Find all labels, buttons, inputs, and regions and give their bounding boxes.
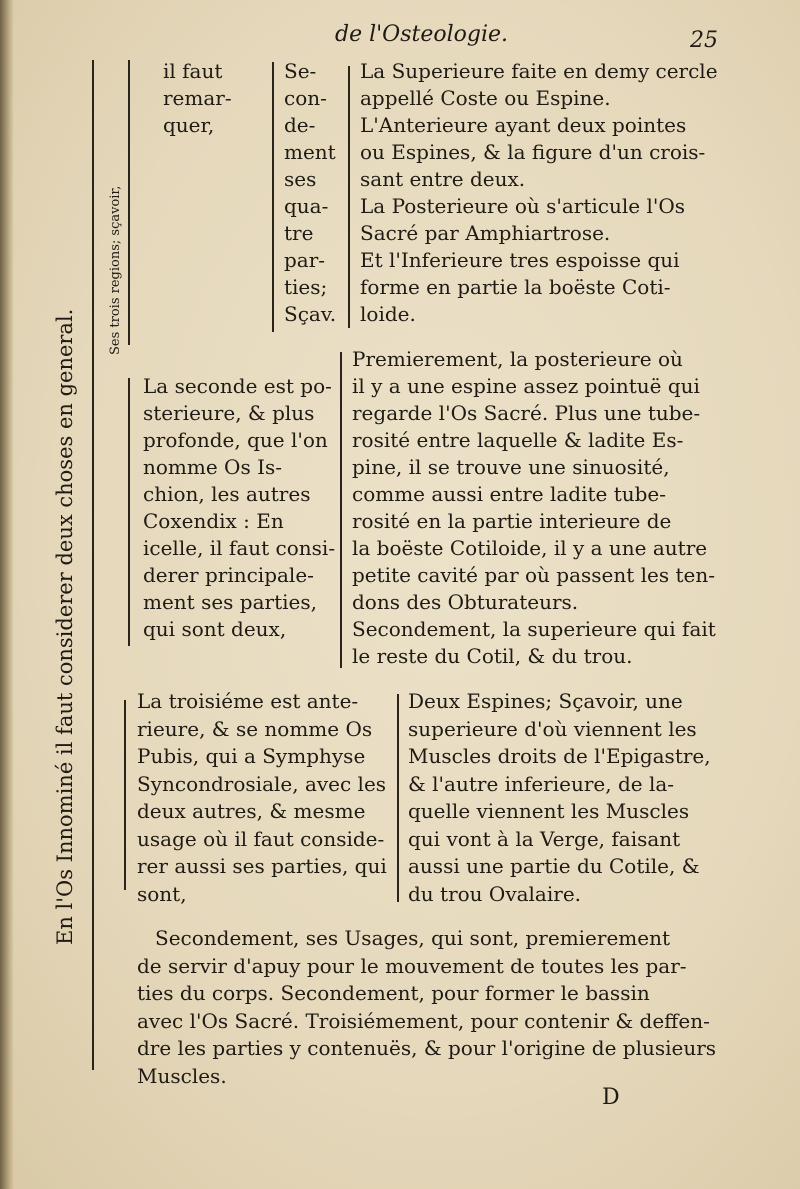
text-line: forme en partie la boëste Coti- (360, 275, 671, 299)
text-line: deux autres, & mesme (137, 799, 366, 823)
text-line: La Posterieure où s'articule l'Os (360, 194, 685, 218)
inner-bracket-line (128, 60, 130, 345)
text-line: pine, il se trouve une sinuosité, (352, 455, 670, 479)
text-line: dre les parties y contenuës, & pour l'origine de plusieurs (137, 1036, 717, 1060)
text-line: petite cavité par où passent les ten- (352, 563, 716, 587)
text-line: Deux Espines; Sçavoir, une (408, 689, 683, 713)
block2-left (143, 373, 335, 643)
text-line: sant entre deux. (360, 167, 526, 191)
text-line: ties du corps. Secondement, pour former le bassin (137, 981, 650, 1005)
block3-bracket-right (397, 694, 399, 902)
text-line: par- (284, 248, 326, 272)
text-line: Secondement, la superieure qui fait (352, 617, 716, 641)
text-line: de- (284, 113, 316, 137)
text-line: il y a une espine assez pointuë qui (352, 374, 700, 398)
text-line: qua- (284, 194, 329, 218)
text-line: Premierement, la posterieure où (352, 347, 683, 371)
block3-right (408, 688, 711, 908)
text-line: profonde, que l'on (143, 428, 328, 452)
vertical-subtitle: Ses trois regions; sçavoir, (108, 185, 123, 355)
text-line: con- (284, 86, 327, 110)
text-line: qui vont à la Verge, faisant (408, 826, 681, 851)
block2-bracket-right (340, 352, 342, 668)
text-line: comme aussi entre ladite tube- (352, 482, 667, 506)
text-line: de servir d'apuy pour le mouvement de toutes les par- (137, 953, 687, 978)
text-line: du trou Ovalaire. (408, 881, 582, 906)
text-line: qui sont deux, (143, 617, 287, 641)
text-line: La Superieure faite en demy cercle (360, 59, 718, 83)
text-line: loide. (360, 302, 416, 326)
text-line: ties; (284, 275, 328, 299)
text-line: usage où il faut conside- (137, 826, 385, 851)
text-line: rer aussi ses parties, qui (137, 854, 387, 878)
signature-mark: D (602, 1085, 620, 1110)
text-line: La troisiéme est ante- (137, 689, 359, 713)
text-line: rieure, & se nomme Os (137, 716, 373, 741)
text-line: ses (284, 167, 317, 191)
text-line: Pubis, qui a Symphyse (137, 744, 366, 768)
block1-bracket-a (272, 62, 274, 332)
text-line: quelle viennent les Muscles (408, 799, 690, 823)
block2-bracket-left (128, 378, 130, 646)
block1-bracket-b (348, 66, 350, 328)
text-line: ment (284, 140, 336, 164)
text-line: Muscles. (137, 1063, 227, 1088)
text-line: Et l'Inferieure tres espoisse qui (360, 248, 680, 272)
text-line: Muscles droits de l'Epigastre, (408, 744, 711, 768)
text-line: nomme Os Is- (143, 455, 282, 479)
text-line: Coxendix : En (143, 509, 284, 533)
block1-col1 (163, 58, 232, 139)
text-line: Syncondrosiale, avec les (137, 771, 387, 796)
block1-col3 (360, 58, 718, 328)
block3-left (137, 688, 387, 908)
text-line: Sacré par Amphiartrose. (360, 221, 611, 245)
text-line: chion, les autres (143, 482, 311, 506)
text-line: superieure d'où viennent les (408, 716, 697, 741)
text-line: rosité entre laquelle & ladite Es- (352, 428, 684, 452)
outer-bracket-line (92, 60, 94, 1070)
text-line: rosité en la partie interieure de (352, 509, 672, 533)
block2-right (352, 346, 716, 670)
text-line: icelle, il faut consi- (143, 536, 336, 560)
text-line: remar- (163, 86, 232, 110)
text-line: appellé Coste ou Espine. (360, 86, 611, 110)
text-line: sont, (137, 881, 187, 906)
text-line: Se- (284, 59, 317, 83)
page-gutter (0, 0, 14, 1189)
text-line: dons des Obturateurs. (352, 590, 579, 614)
text-line: L'Anterieure ayant deux pointes (360, 113, 687, 137)
vertical-main-title: En l'Os Innominé il faut considerer deux choses en general. (53, 308, 77, 945)
page-number: 25 (690, 28, 718, 53)
running-title: de l'Osteologie. (335, 22, 509, 47)
closing-paragraph (137, 925, 716, 1090)
text-line: il faut (163, 59, 223, 83)
text-line: & l'autre inferieure, de la- (408, 771, 675, 796)
block3-bracket-left (124, 700, 126, 890)
text-line: quer, (163, 113, 215, 137)
text-line: tre (284, 221, 314, 245)
text-line: derer principale- (143, 563, 314, 587)
text-line: regarde l'Os Sacré. Plus une tube- (352, 401, 701, 425)
text-line: Secondement, ses Usages, qui sont, premierement (155, 926, 670, 950)
text-line: ou Espines, & la figure d'un crois- (360, 140, 706, 164)
text-line: La seconde est po- (143, 374, 332, 398)
text-line: avec l'Os Sacré. Troisiémement, pour contenir & deffen- (137, 1008, 710, 1033)
block1-col2 (284, 58, 336, 328)
text-line: la boëste Cotiloide, il y a une autre (352, 536, 708, 560)
text-line: Sçav. (284, 302, 337, 326)
text-line: ment ses parties, (143, 590, 317, 614)
text-line: sterieure, & plus (143, 401, 315, 425)
text-line: le reste du Cotil, & du trou. (352, 644, 633, 668)
text-line: aussi une partie du Cotile, & (408, 854, 700, 878)
